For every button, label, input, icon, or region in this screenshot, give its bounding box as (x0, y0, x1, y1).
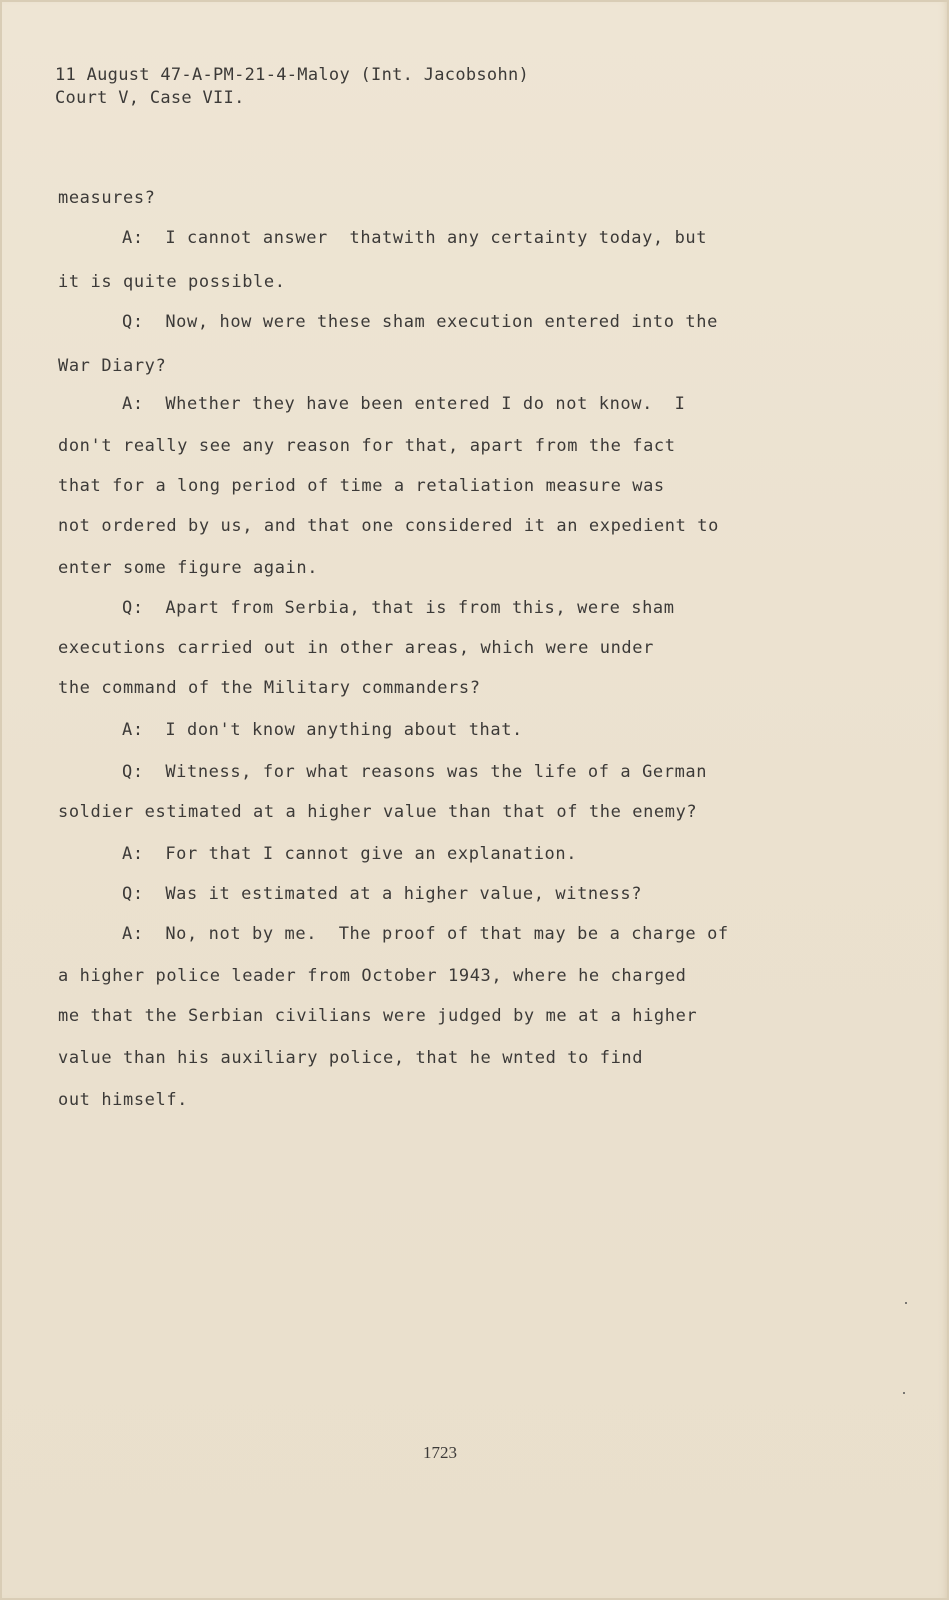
transcript-line: A: No, not by me. The proof of that may be a charge of (122, 924, 729, 944)
transcript-line: the command of the Military commanders? (58, 678, 481, 698)
transcript-line: A: I cannot answer thatwith any certainty today, but (122, 228, 708, 248)
transcript-line: not ordered by us, and that one considered it an expedient to (58, 516, 719, 536)
transcript-line: executions carried out in other areas, which were under (58, 638, 654, 658)
header-line-2: Court V, Case VII. (55, 88, 245, 108)
transcript-line: Q: Now, how were these sham execution entered into the (122, 312, 718, 332)
document-header (55, 64, 529, 110)
transcript-line: me that the Serbian civilians were judged by me at a higher (58, 1006, 698, 1026)
transcript-line: don't really see any reason for that, apart from the fact (58, 436, 676, 456)
transcript-line: measures? (58, 188, 156, 208)
page-number: 1723 (423, 1443, 457, 1462)
transcript-line: out himself. (58, 1090, 189, 1110)
transcript-line: Q: Was it estimated at a higher value, witness? (122, 884, 643, 904)
transcript-line: Q: Apart from Serbia, that is from this, were sham (122, 598, 675, 618)
transcript-line: A: For that I cannot give an explanation. (122, 844, 578, 864)
transcript-line: Q: Witness, for what reasons was the life of a German (122, 762, 708, 782)
paper-speck (903, 1392, 905, 1394)
transcript-line: that for a long period of time a retaliation measure was (58, 476, 665, 496)
paper-speck (905, 1302, 907, 1304)
transcript-line: it is quite possible. (58, 272, 286, 292)
transcript-line: a higher police leader from October 1943, where he charged (58, 966, 687, 986)
header-line-1: 11 August 47-A-PM-21-4-Maloy (Int. Jacobsohn) (55, 65, 530, 85)
transcript-line: enter some figure again. (58, 558, 319, 578)
transcript-line: soldier estimated at a higher value than that of the enemy? (58, 802, 698, 822)
transcript-line: A: I don't know anything about that. (122, 720, 523, 740)
transcript-line: value than his auxiliary police, that he wnted to find (58, 1048, 644, 1068)
transcript-line: War Diary? (58, 356, 167, 376)
transcript-line: A: Whether they have been entered I do not know. I (122, 394, 686, 414)
